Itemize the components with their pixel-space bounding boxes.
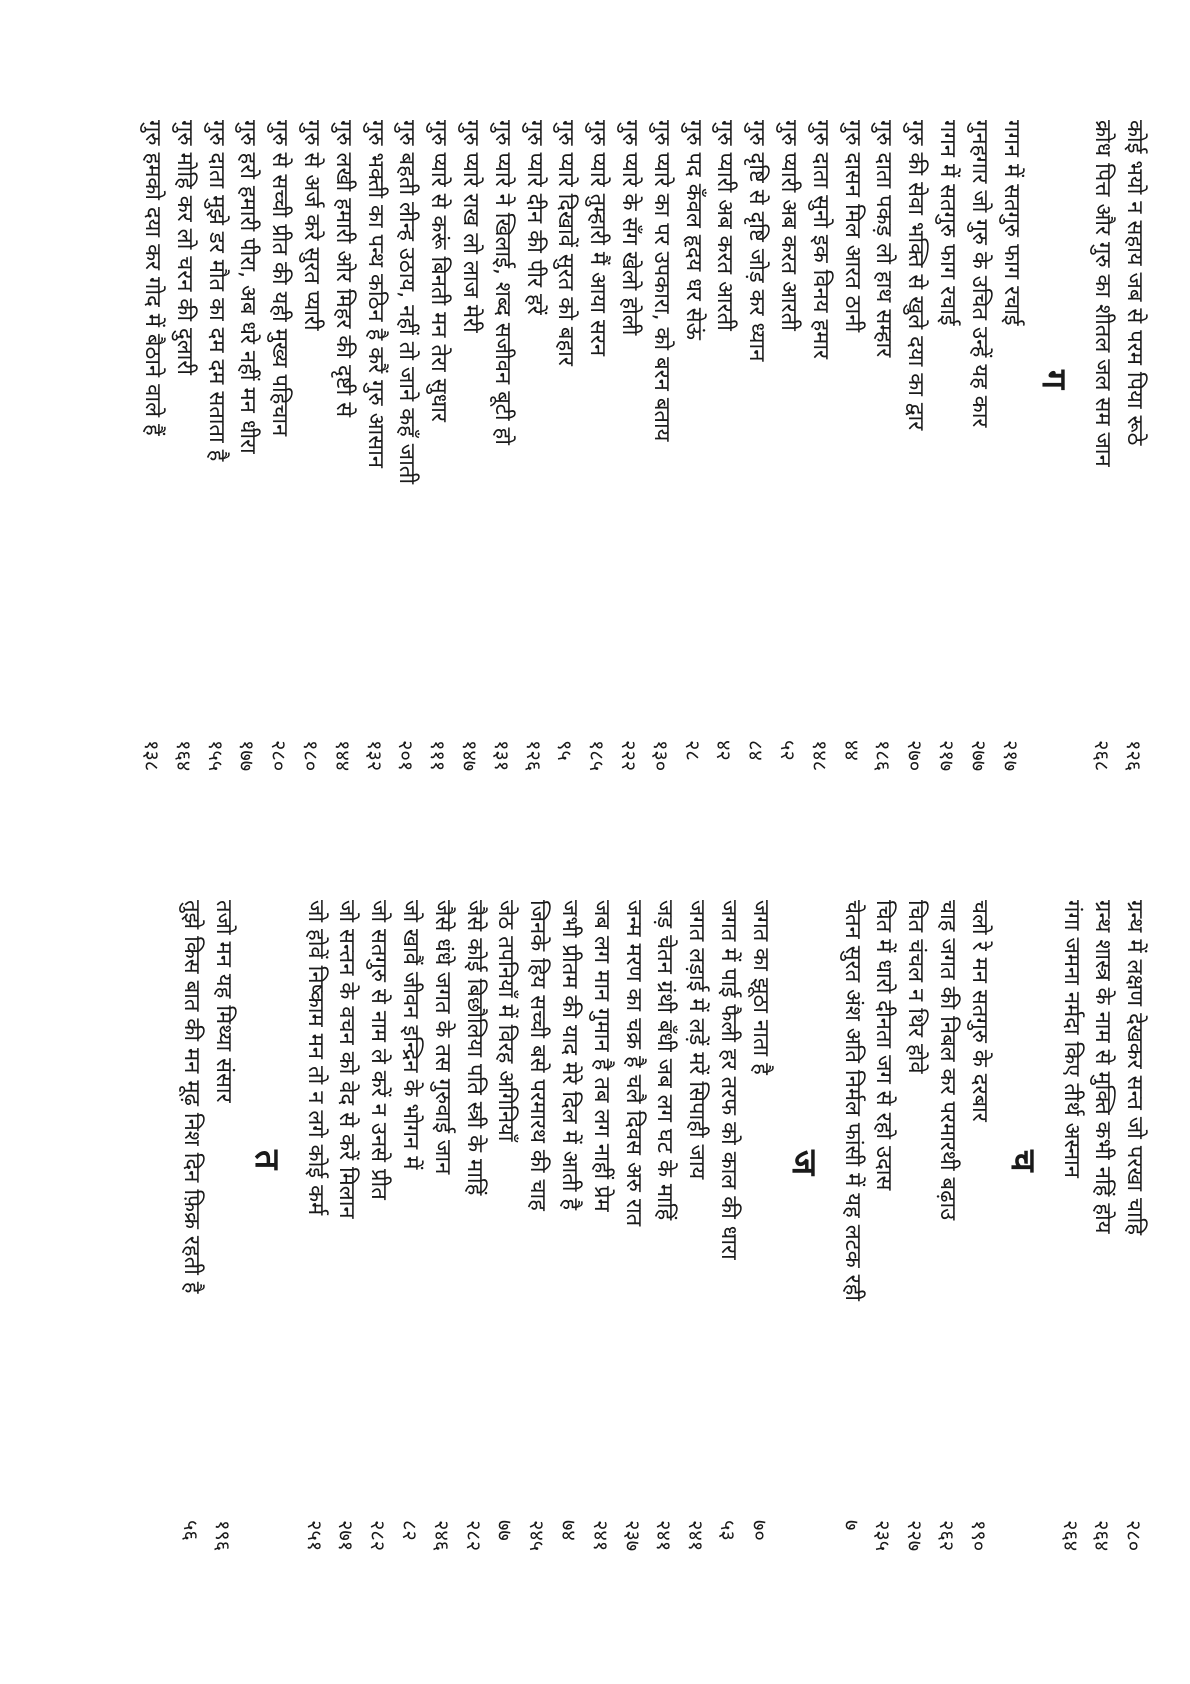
index-entry	[263, 120, 295, 880]
section-letter-heading: त	[246, 1150, 287, 1170]
index-entry	[931, 120, 963, 880]
entry-page-number: १३०	[648, 740, 673, 772]
entry-page-number: २६२	[934, 1520, 959, 1552]
index-entry	[426, 900, 458, 1660]
index-entry	[613, 120, 645, 880]
entry-first-line: गुरु बहती लीन्ह उठाय, नहीं तो जाने कहँ जाती	[394, 120, 420, 485]
index-entry	[168, 120, 200, 880]
entry-page-number: १२६	[521, 740, 546, 772]
entry-first-line: गुरु लखी हमारी ओर मिहर की दृष्टी से	[330, 120, 356, 418]
entry-first-line: जैसे धंधे जगत के तस गुरुवाई जान	[429, 900, 455, 1175]
entry-page-number: २८२	[366, 1520, 391, 1552]
index-entry	[362, 900, 394, 1660]
entry-page-number: ९५	[553, 740, 578, 761]
index-entry	[136, 120, 168, 880]
index-entry	[617, 900, 649, 1660]
entry-first-line: जड़ चेतन ग्रंथी बँधी जब लग घट के माहिं	[652, 900, 678, 1221]
entry-page-number: १८६	[871, 740, 896, 772]
entry-page-number: २७१	[334, 1520, 359, 1552]
entry-page-number: १३८	[140, 740, 164, 772]
entry-first-line: जिनके हिय सच्ची बसे परमारथ की चाह	[525, 900, 551, 1211]
entry-first-line: गुरु प्यारे से करूं बिनती मन तेरा सुधार	[426, 120, 452, 422]
index-entry	[585, 900, 617, 1660]
entry-page-number: ७	[839, 1520, 864, 1531]
entry-first-line: गुरु प्यारे राख लो लाज मेरी	[457, 120, 483, 333]
index-entry	[1118, 900, 1150, 1660]
index-entry	[645, 120, 677, 880]
section-letter-heading: ग	[1034, 370, 1075, 390]
entry-page-number: ७४	[556, 1520, 581, 1541]
entry-first-line: गुरु प्यारे दीन की पीर हरें	[521, 120, 547, 315]
entry-first-line: जो होवें निष्काम मन तो न लगे कोई कर्म	[302, 900, 328, 1216]
entry-page-number: २६८	[1090, 740, 1115, 772]
index-entry	[327, 120, 359, 880]
index-entry	[521, 900, 553, 1660]
entry-page-number: २०१	[394, 740, 419, 772]
entry-first-line: क्रोध पित्त और गुरु का शीतल जल सम जान	[1090, 120, 1116, 467]
index-entry	[836, 900, 868, 1660]
entry-page-number: २३५	[871, 1520, 896, 1552]
entry-first-line: तजो मन यह मिथ्या संसार	[210, 900, 236, 1103]
index-entry	[712, 900, 744, 1660]
entry-page-number: २४१	[588, 1520, 613, 1552]
entry-first-line: ग्रन्थ में लक्षण देखकर सन्त जो परखा चाहि	[1122, 900, 1148, 1236]
index-entry	[995, 120, 1027, 880]
entry-first-line: जैसे कोई बिछौलिया पति स्त्री के माहिं	[461, 900, 487, 1196]
entry-first-line: गुरु दाता मुझे डर मौत का दम दम सताता है	[203, 120, 229, 462]
entry-first-line: गुरु दासन मिल आरत ठानी	[839, 120, 865, 333]
index-entry	[207, 900, 239, 1660]
entry-first-line: जो खावैं जीवन इन्द्रिन के भोगन में	[397, 900, 423, 1170]
entry-page-number: ५६	[178, 1520, 203, 1541]
index-entry	[648, 900, 680, 1660]
entry-first-line: जो सतगुरु से नाम ले करें न उनसे प्रीत	[366, 900, 392, 1200]
entry-first-line: जो सन्तन के वचन को वेद से करें मिलान	[334, 900, 360, 1219]
index-entry	[677, 120, 709, 880]
index-entry	[867, 120, 899, 880]
entry-page-number: २२२	[616, 740, 641, 772]
index-entry	[836, 120, 868, 880]
entry-first-line: चित में धारो दीनता जग से रहो उदास	[871, 900, 897, 1191]
index-section	[1055, 900, 1150, 1660]
entry-first-line: तुझे किस बात की मन मूढ़ निश दिन फ़िक्र रहती है	[178, 900, 204, 1294]
index-entry	[867, 900, 899, 1660]
index-entry	[1086, 120, 1118, 880]
index-entry	[899, 900, 931, 1660]
entry-first-line: गुरु प्यारे तुम्हारी मैं आया सरन	[585, 120, 611, 357]
index-entry	[804, 120, 836, 880]
entry-first-line: गुरु प्यारी अब करत आरती	[775, 120, 801, 331]
index-entry	[359, 120, 391, 880]
entry-first-line: गुरु प्यारे ने खिलाई, शब्द सजीवन बूटी हो	[489, 120, 515, 445]
index-entry	[390, 120, 422, 880]
entry-page-number: ५२	[775, 740, 800, 761]
entry-page-number: ४२	[712, 740, 737, 761]
entry-first-line: ग्रन्थ शास्त्र के नाम से मुक्ति कभी नहिं होय	[1090, 900, 1116, 1234]
index-entry	[1055, 900, 1087, 1660]
entry-page-number: २८०	[1122, 1520, 1147, 1552]
index-entry	[518, 120, 550, 880]
entry-first-line: चाह जगत की निबल कर परमारथी बढ़ाउ	[934, 900, 960, 1221]
entry-page-number: २७०	[903, 740, 928, 772]
entry-first-line: गुनहगार जो गुरु के उचित उन्हें यह कार	[966, 120, 992, 428]
entry-page-number: २८२	[461, 1520, 486, 1552]
index-entry	[1118, 120, 1150, 880]
index-section	[175, 900, 299, 1660]
entry-page-number: १८५	[585, 740, 610, 772]
index-entry	[295, 120, 327, 880]
entry-page-number: ७०	[747, 1520, 772, 1541]
entry-page-number: ८४	[744, 740, 769, 761]
index-entry	[422, 120, 454, 880]
entry-page-number: २१७	[934, 740, 959, 772]
index-entry	[394, 900, 426, 1660]
entry-first-line: गंगा जमना नर्मदा किए तीर्थ अस्नान	[1058, 900, 1084, 1178]
section-letter-heading: च	[1002, 1150, 1043, 1172]
entry-page-number: २८	[680, 740, 705, 761]
entry-page-number: २५१	[302, 1520, 327, 1552]
index-entry	[680, 900, 712, 1660]
entry-page-number: १२६	[1122, 740, 1147, 772]
entry-page-number: २४५	[525, 1520, 550, 1552]
index-column-left	[136, 120, 1150, 880]
entry-first-line: गुरु पद कँवल हृदय धर सेऊं	[680, 120, 706, 340]
index-entry	[486, 120, 518, 880]
entry-page-number: १९०	[966, 1520, 991, 1552]
entry-page-number: २७७	[966, 740, 991, 772]
entry-first-line: गुरु प्यारी अब करत आरती	[712, 120, 738, 331]
entry-page-number: २३७	[620, 1520, 645, 1552]
index-section	[299, 900, 836, 1660]
entry-first-line: जभी प्रीतम की याद मेरे दिल में आती है	[556, 900, 582, 1211]
index-entry	[231, 120, 263, 880]
entry-first-line: गुरु से अर्ज करे सुरत प्यारी	[298, 120, 324, 331]
entry-first-line: जन्म मरण का चक्र है चलै दिवस अरु रात	[620, 900, 646, 1227]
entry-first-line: गुरु हमको दया कर गोद में बैठाने वाले हैं	[140, 120, 165, 436]
entry-first-line: गुरु प्यारे का पर उपकारा, को बरन बताय	[648, 120, 674, 442]
entry-first-line: जब लग मान गुमान है तब लग नाहीं प्रेम	[588, 900, 614, 1212]
entry-first-line: गुरु हरो हमारी पीरा, अब धरे नहीं मन धीरा	[235, 120, 261, 454]
entry-page-number: २६४	[1090, 1520, 1115, 1552]
index-section	[836, 900, 1055, 1660]
index-entry	[299, 900, 331, 1660]
entry-first-line: गुरु की सेवा भक्ति से खुले दया का द्वार	[903, 120, 929, 431]
index-entry	[744, 900, 776, 1660]
entry-first-line: गगन में सतगुरु फाग रचाई	[934, 120, 960, 326]
entry-first-line: जगत लड़ाई में लड़ें मरें सिपाही जाय	[684, 900, 710, 1180]
index-entry	[708, 120, 740, 880]
entry-first-line: कोई भयो न सहाय जब से परम पिया रूठे	[1122, 120, 1148, 446]
index-entry	[553, 900, 585, 1660]
index-entry	[200, 120, 232, 880]
entry-page-number: २४१	[652, 1520, 677, 1552]
entry-first-line: गुरु भक्ती का पन्थ कठिन है करैं गुरु आसान	[362, 120, 388, 468]
index-entry	[581, 120, 613, 880]
entry-first-line: गुरु मोहि कर लो चरन की दुलारी	[171, 120, 197, 376]
index-entry	[330, 900, 362, 1660]
entry-first-line: जगत का झूठा नाता है	[747, 900, 773, 1075]
entry-page-number: २८०	[267, 740, 292, 772]
index-entry	[899, 120, 931, 880]
index-entry	[1086, 900, 1118, 1660]
entry-page-number: ७७	[493, 1520, 518, 1541]
entry-first-line: गुरु से सच्ची प्रीत की यही मुख्य पहिचान	[267, 120, 293, 437]
entry-first-line: गुरु प्यारे के सँग खेलो होली	[616, 120, 642, 336]
entry-page-number: १७७	[235, 740, 260, 772]
entry-first-line: चलो रे मन सतगुरु के दरबार	[966, 900, 992, 1122]
entry-first-line: जगत में पाई फैली हर तरफ को काल की धारा	[715, 900, 741, 1260]
index-entry	[549, 120, 581, 880]
entry-first-line: गगन में सतगुरु फाग रचाई	[998, 120, 1024, 326]
section-letter-heading: ज	[783, 1150, 824, 1176]
index-entry	[489, 900, 521, 1660]
entry-page-number: १४७	[457, 740, 482, 772]
entry-first-line: गुरु दाता सुनो इक विनय हमार	[807, 120, 833, 360]
index-section	[1086, 120, 1150, 880]
entry-page-number: ८२	[397, 1520, 422, 1541]
entry-page-number: १५५	[203, 740, 228, 772]
entry-page-number: १९६	[210, 1520, 235, 1552]
entry-first-line: चेतन सुरत अंश अति निर्मल फांसी में यह लटक रही	[839, 900, 865, 1301]
index-entry	[458, 900, 490, 1660]
entry-page-number: १४४	[330, 740, 355, 772]
index-entry	[963, 900, 995, 1660]
entry-page-number: १६४	[171, 740, 196, 772]
entry-page-number: २१७	[998, 740, 1023, 772]
index-column-right	[175, 900, 1150, 1660]
entry-first-line: गुरु प्यारे दिखावें सुरत को बहार	[553, 120, 579, 366]
entry-page-number: १११	[426, 740, 451, 772]
entry-page-number: ५३	[715, 1520, 740, 1541]
entry-page-number: २४६	[429, 1520, 454, 1552]
entry-page-number: २४१	[684, 1520, 709, 1552]
entry-first-line: चित चंचल न थिर होवे	[903, 900, 929, 1074]
entry-first-line: जेठ तपनियाँ में विरह अगिनियाँ	[493, 900, 519, 1142]
index-entry	[175, 900, 207, 1660]
entry-page-number: १३१	[489, 740, 514, 772]
index-section	[136, 120, 1086, 880]
entry-page-number: १८०	[298, 740, 323, 772]
entry-first-line: गुरु दाता पकड़ लो हाथ सम्हार	[871, 120, 897, 358]
index-entry	[454, 120, 486, 880]
index-entry	[931, 900, 963, 1660]
entry-page-number: ४४	[839, 740, 864, 761]
index-entry	[772, 120, 804, 880]
index-entry	[963, 120, 995, 880]
entry-first-line: गुरु दृष्टि से दृष्टि जोड़ कर ध्यान	[744, 120, 770, 362]
entry-page-number: १४८	[807, 740, 832, 772]
entry-page-number: १३२	[362, 740, 387, 772]
entry-page-number: २६४	[1058, 1520, 1083, 1552]
index-entry	[740, 120, 772, 880]
entry-page-number: २२७	[903, 1520, 928, 1552]
